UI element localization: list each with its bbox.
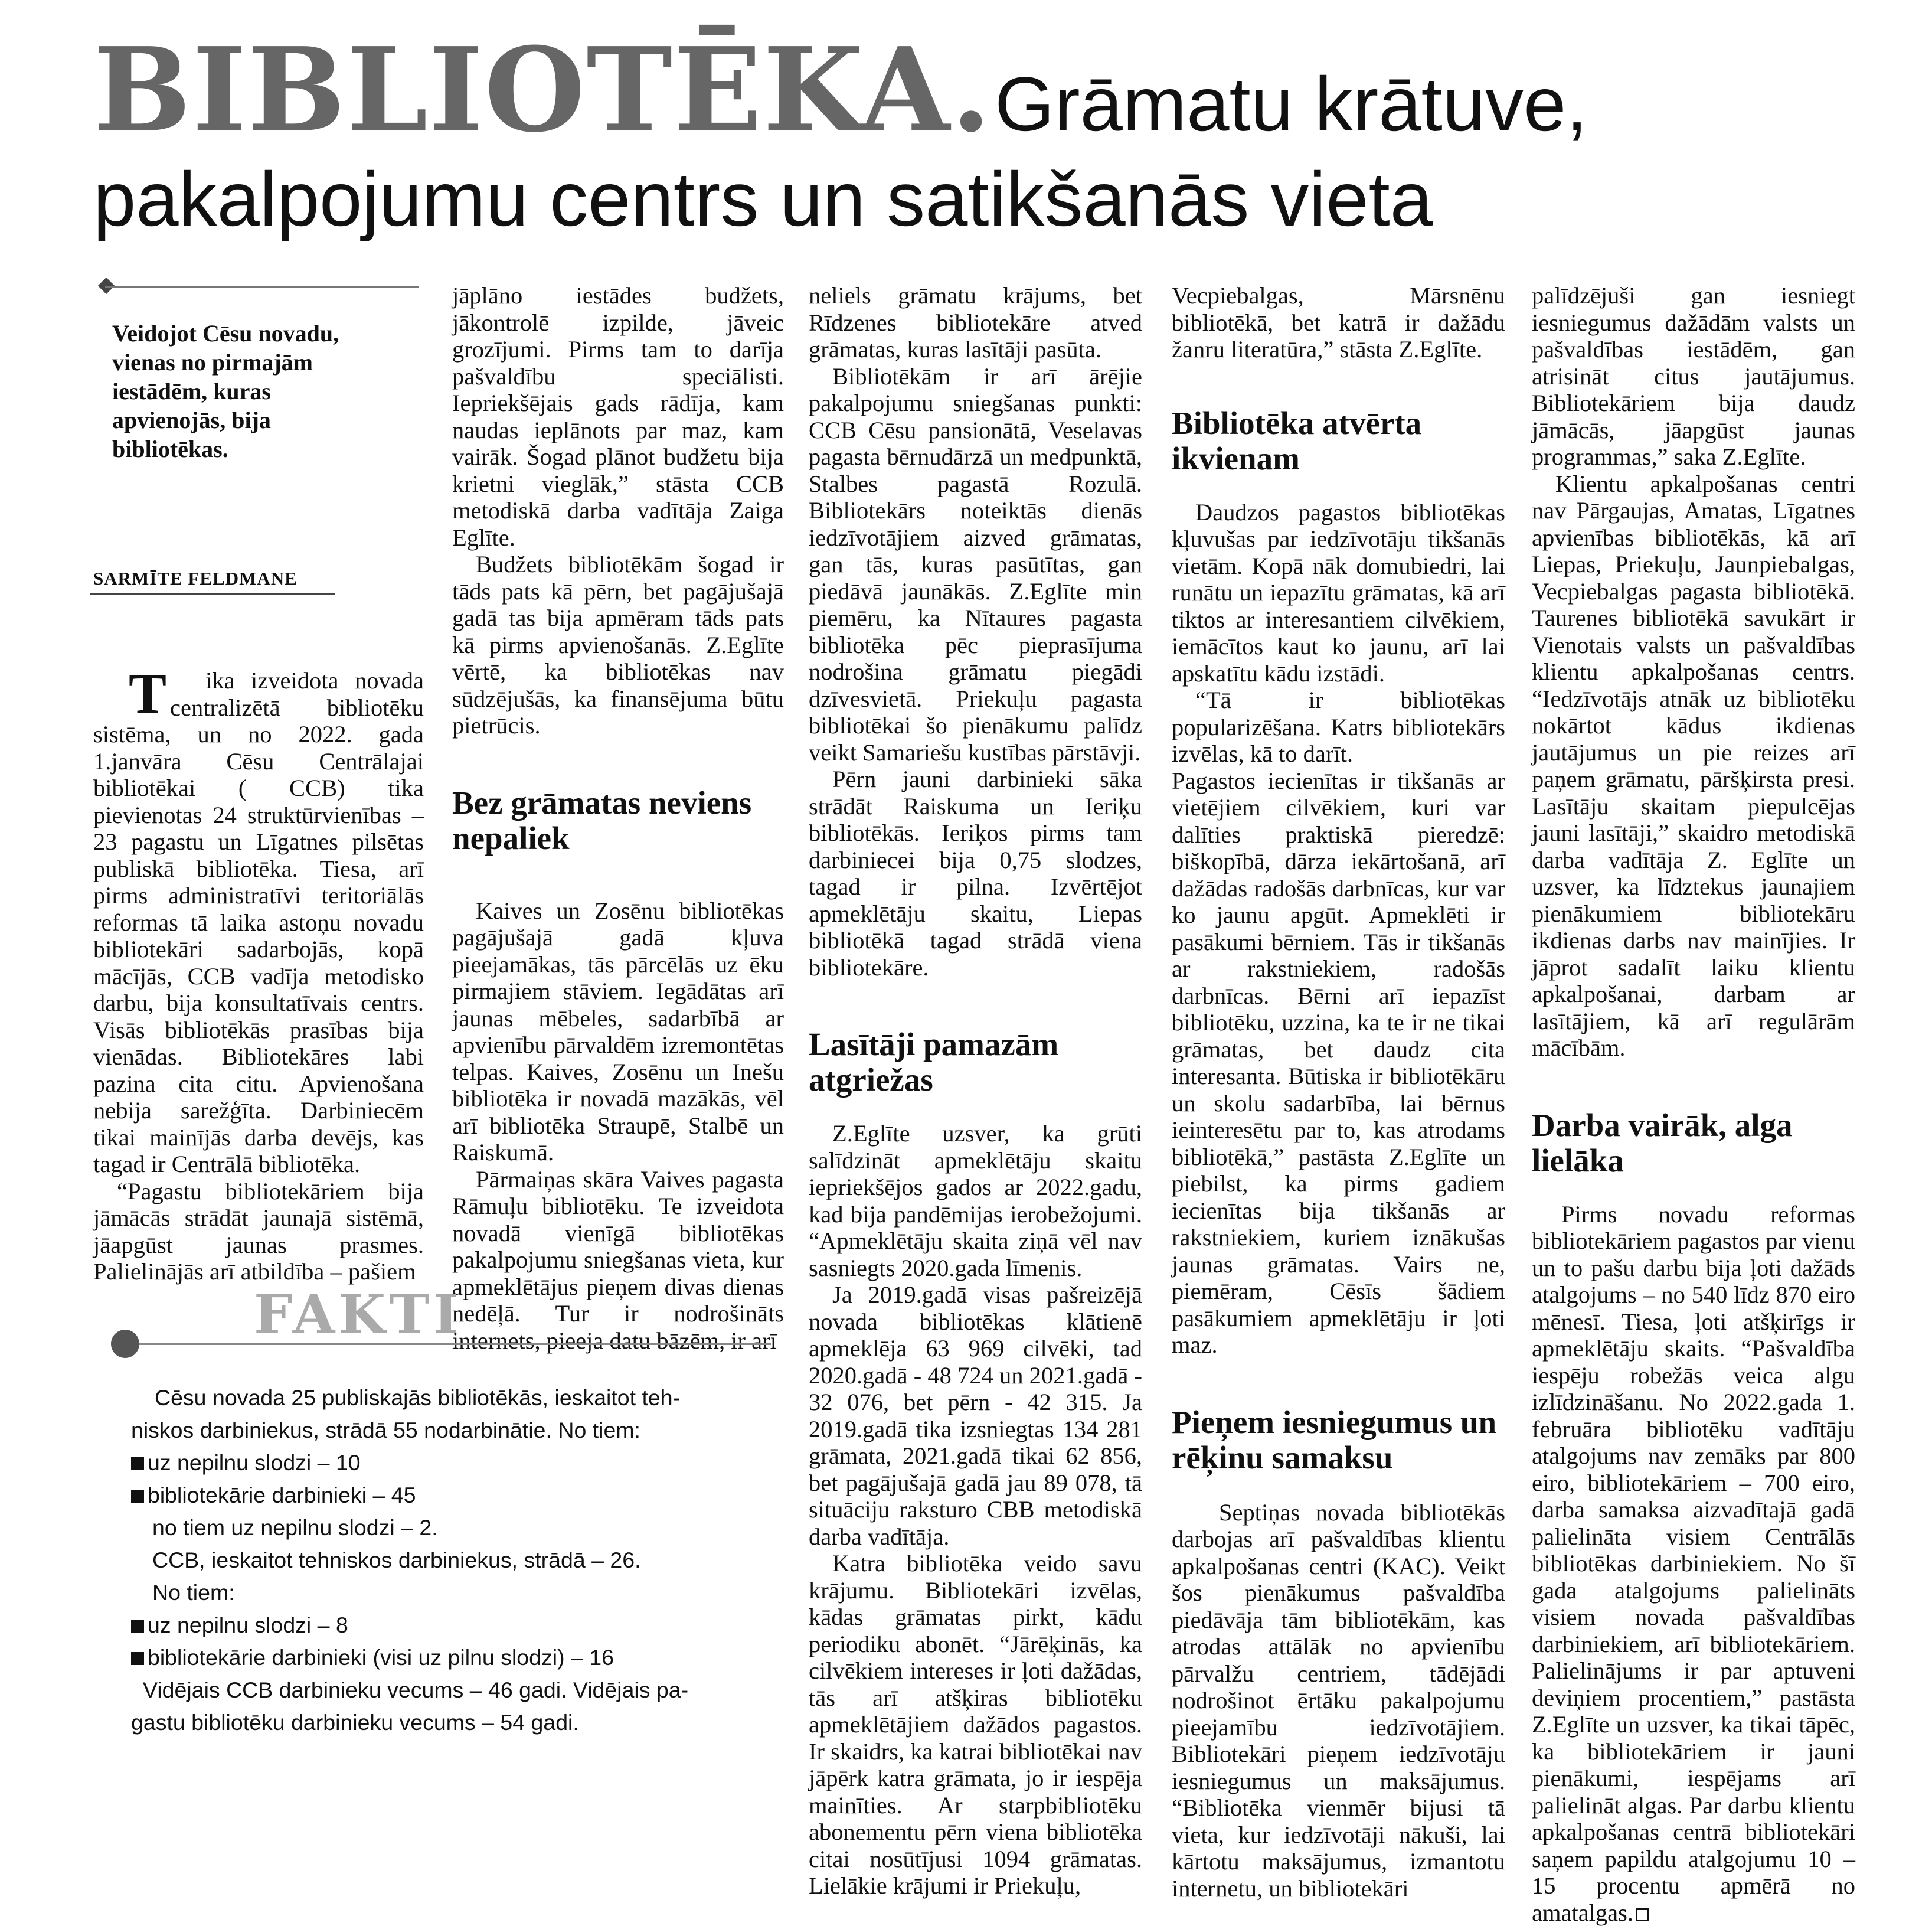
square-bullet-icon [131, 1490, 144, 1503]
paragraph: Budžets bibliotēkām šogad ir tāds pats kā pērn, bet pagājušajā gadā tas bija apmēram tāds pats kā pirms apvienošanās. Z.Eglīte vērtē, ka bibliotēkas nav sūdzējušās, ka finansējuma būtu pietrūcis. [452, 551, 784, 739]
paragraph: “Tā ir bibliotēkas popularizēšana. Katrs bibliotekārs izvēlas, kā to darīt. [1172, 687, 1505, 768]
facts-bullet [131, 1447, 780, 1479]
article-headline [93, 32, 1835, 240]
paragraph: Pērn jauni darbinieki sāka strādāt Raiskuma un Ieriķu bibliotēkās. Ieriķos pirms tam darbiniecei bija 0,75 slodzes, tagad ir pilna. Izvērtējot apmeklētāju skaitu, Liepas bibliotēkā tagad strādā viena bibliotekāre. [809, 766, 1142, 981]
lead-paragraph: Veidojot Cēsu novadu, vienas no pirmajām iestādēm, kuras apvienojās, bija bibliotēkas. [112, 319, 390, 463]
facts-bullet-text: uz nepilnu slodzi – 8 [148, 1612, 348, 1637]
square-bullet-icon [131, 1652, 144, 1665]
paragraph: Klientu apkalpošanas centri nav Pārgaujas, Amatas, Līgatnes apvienības bibliotēkās, kā arī Liepas, Priekuļu, Jaunpiebalgas, Vecpiebalgas pagasta bibliotēkā. Taurenes bibliotēkā savukārt ir Vienotais valsts un pašvaldības klientu apkalpošanas centrs. “Iedzīvotājs atnāk uz bibliotēku nokārtot kādus ikdienas jautājumus un pie reizes arī paņem grāmatu, pāršķirsta presi. Lasītāju skaitam piepulcējas jauni lasītāji,” skaidro metodiskā darba vadītāja Z. Eglīte un uzsver, ka līdztekus jaunajiem pienākumiem bibliotekāru ikdienas darbs nav mainījies. Ir jāprot sadalīt laiku klientu apkalpošanai, darbam ar lasītājiem, kā arī regulārām mācībām. [1532, 471, 1855, 1062]
paragraph [93, 667, 424, 1178]
headline-keyword: BIBLIOTĒKA. [93, 22, 992, 158]
paragraph: Pārmaiņas skāra Vaives pagasta Rāmuļu bibliotēku. Te izveidota novadā vienīgā bibliotēkas pakalpojumu sniegšanas vieta, kur apmeklētājus pieņem divas dienas nedēļā. Tur ir nodrošināts internets, pieeja datu bāzēm, ir arī [452, 1166, 784, 1354]
paragraph: Ja 2019.gadā visas pašreizējā novada bibliotēkas klātienē apmeklēja 63 969 cilvēki, tad 2020.gadā - 48 724 un 2021.gadā - 32 076, bet pērn - 42 315. Ja 2019.gadā tika izsniegtas 134 281 grāmata, 2021.gadā tikai 62 856, bet pagājušajā gadā jau 89 078, tā situāciju raksturo CBB metodiskā darba vadītāja. [809, 1281, 1142, 1550]
facts-divider [139, 1343, 771, 1345]
column-2 [452, 282, 784, 1354]
facts-line: gastu bibliotēku darbinieku vecums – 54 gadi. [131, 1706, 780, 1739]
subheading: Pieņem iesniegumus un rēķinu samaksu [1172, 1405, 1505, 1475]
paragraph: jāplāno iestādes budžets, jākontrolē izpilde, jāveic grozījumi. Pirms tam to darīja pašvaldību speciālisti. Iepriekšējais gads rādīja, kam naudas ieplānots par maz, kam vairāk. Šogad plānot budžetu bija krietni vieglāk,” stāsta CCB metodiskā darba vadītāja Zaiga Eglīte. [452, 282, 784, 551]
paragraph: palīdzējuši gan iesniegt iesniegumus dažādām valsts un pašvaldības iestādēm, gan atrisināt citus jautājumus. Bibliotekāriem bija daudz jāmācās, jāapgūst jaunas programmas,” saka Z.Eglīte. [1532, 282, 1855, 471]
facts-box [131, 1382, 780, 1739]
paragraph [1532, 1201, 1855, 1926]
square-bullet-icon [131, 1457, 144, 1470]
paragraph: Daudzos pagastos bibliotēkas kļuvušas par iedzīvotāju tikšanās vietām. Kopā nāk domubiedri, lai runātu un iepazītu grāmatas, kā arī tiktos ar interesantiem cilvēkiem, iemācītos kaut ko jaunu, arī lai apskatītu kādu izstādi. [1172, 499, 1505, 687]
paragraph: Vecpiebalgas, Mārsnēnu bibliotēkā, bet katrā ir dažādu žanru literatūra,” stāsta Z.Eglīte. [1172, 282, 1505, 363]
paragraph: Pagastos iecienītas ir tikšanās ar vietējiem cilvēkiem, kuri var dalīties praktiskā pieredzē: biškopībā, dārza iekārtošanā, arī dažādas radošās darbnīcas, kur var ko jaunu apgūt. Apmeklēti ir pasākumi bērniem. Tās ir tikšanās ar rakstniekiem, radošās darbnīcas. Bērni arī iepazīst bibliotēku, uzzina, ka te ir ne tikai grāmatas, bet daudz cita interesanta. Būtiska ir bibliotēkāru un skolu sadarbība, lai bērnus ieinteresētu par to, kas atrodams bibliotēkā,” pastāsta Z.Eglīte un piebilst, ka pirms gadiem iecienītas bija tikšanās ar rakstniekiem, kuriem iznākušas jaunas grāmatas. Vairs ne, piemēram, Cēsīs šādiem pasākumiem apmeklētāju ir ļoti maz. [1172, 768, 1505, 1359]
facts-bullet [131, 1479, 780, 1512]
column-5 [1532, 282, 1855, 1926]
facts-line: Vidējais CCB darbinieku vecums – 46 gadi. Vidējais pa- [131, 1674, 780, 1706]
paragraph-text: ika izveidota novada centralizētā bibliotēku sistēma, un no 2022. gada 1.janvāra Cēsu Centrālajai bibliotēkai ( CCB) tika pievienotas 24 struktūrvienības – 23 pagastu un Līgatnes pilsētas publiskā bibliotēka. Tiesa, arī pirms administratīvi teritoriālās reformas tā laika astoņu novadu bibliotekāri sadarbojās, kopā mācījās, CCB vadīja metodisko darbu, bija konsultatīvais centrs. Visās bibliotēkās prasības bija vienādas. Bibliotekāres labi pazina cita citu. Apvienošana nebija sarežģīta. Darbiniecēm tikai mainījās darba devējs, kas tagad ir Centrālā bibliotēka. [93, 667, 424, 1177]
facts-bullet-text: bibliotekārie darbinieki – 45 [148, 1483, 416, 1507]
subheading: Bez grāmatas neviens nepaliek [452, 785, 784, 856]
paragraph: “Pagastu bibliotekāriem bija jāmācās strādāt jaunajā sistēmā, jāapgūst jaunas prasmes. Palielinājās arī atbildība – pašiem [93, 1178, 424, 1285]
facts-title: FAKTI [254, 1287, 462, 1341]
column-4 [1172, 282, 1505, 1902]
byline-divider [90, 593, 335, 595]
paragraph: Kaives un Zosēnu bibliotēkas pagājušajā gadā kļuva pieejamākas, tās pārcēlās uz ēku pirmajiem stāviem. Iegādātas arī jaunas mēbeles, sadarbībā ar apvienību pārvaldēm izremontētas telpas. Kaives, Zosēnu un Inešu bibliotēka ir novadā mazākās, vēl arī bibliotēka Straupē, Stalbē un Raiskumā. [452, 897, 784, 1166]
bullet-dot-icon [111, 1330, 139, 1358]
lead-divider [105, 286, 419, 288]
facts-line: No tiem: [131, 1576, 780, 1609]
facts-bullet-text: uz nepilnu slodzi – 10 [148, 1450, 361, 1475]
paragraph: Bibliotēkām ir arī ārējie pakalpojumu sniegšanas punkti: CCB Cēsu pansionātā, Veselavas pagasta bērnudārzā un medpunktā, Stalbes pagastā Rozulā. Bibliotekārs noteiktās dienās iedzīvotājiem aizved grāmatas, gan tās, kuras pasūtītas, gan piedāvā jaunākās. Z.Eglīte min piemēru, ka Nītaures pagasta bibliotēka pēc pieprasījuma nodrošina grāmatu piegādi dzīvesvietā. Priekuļu pagasta bibliotēkai šo pienākumu palīdz veikt Samariešu kustības pārstāvji. [809, 363, 1142, 766]
paragraph-text: Pirms novadu reformas bibliotekāriem pagastos par vienu un to pašu darbu bija ļoti dažāds atalgojums – no 540 līdz 870 eiro mēnesī. Tiesa, ļoti atšķirīgs ir apmeklētāju skaits. “Pašvaldība iespēju robežās veica algu izlīdzināšanu. No 2022.gada 1. februāra bibliotēku vadītāju atalgojums nav zemāks par 800 eiro, bibliotekāriem – 700 eiro, darba samaksa aizvadītajā gadā palielināta visiem Centrālās bibliotēkas darbiniekiem. No šī gada atalgojums palielināts visiem novada pašvaldības darbiniekiem, arī bibliotekāriem. Palielinājums ir par aptuveni deviņiem procentiem,” pastāsta Z.Eglīte un uzsver, ka tikai tāpēc, ka bibliotekāriem ir jauni pienākumi, iespējams arī palielināt algas. Par darbu klientu apkalpošanas centrā bibliotekāri saņem papildu atalgojumu 10 –15 procentu apmērā no amatalgas. [1532, 1201, 1855, 1926]
headline-part2: pakalpojumu centrs un satikšanās vieta [93, 159, 1835, 240]
facts-bullet [131, 1641, 780, 1674]
square-bullet-icon [131, 1620, 144, 1633]
subheading: Lasītāji pamazām atgriežas [809, 1027, 1142, 1098]
facts-bullet [131, 1609, 780, 1641]
subheading: Darba vairāk, alga lielāka [1532, 1108, 1855, 1179]
paragraph: Katra bibliotēka veido savu krājumu. Bibliotekāri izvēlas, kādas grāmatas pirkt, kādu periodiku abonēt. “Jārēķinās, ka cilvēkiem intereses ir ļoti dažādas, tās arī atšķiras bibliotēku apmeklētājiem dažādos pagastos. Ir skaidrs, ka katrai bibliotēkai nav jāpērk katra grāmata, jo ir iespēja mainīties. Ar starpbibliotēku abonementu pērn viena bibliotēka citai nosūtījusi 1094 grāmatas. Lielākie krājumi ir Priekuļu, [809, 1550, 1142, 1899]
diamond-ornament-icon [98, 278, 115, 294]
column-3 [809, 282, 1142, 1899]
facts-line: CCB, ieskaitot tehniskos darbiniekus, strādā – 26. [131, 1544, 780, 1576]
end-mark-icon [1636, 1908, 1649, 1921]
author-byline: SARMĪTE FELDMANE [93, 568, 298, 589]
paragraph: neliels grāmatu krājums, bet Rīdzenes bibliotekāre atved grāmatas, kuras lasītāji pasūta. [809, 282, 1142, 363]
drop-cap: T [93, 671, 166, 717]
facts-line: no tiem uz nepilnu slodzi – 2. [131, 1512, 780, 1544]
paragraph: Z.Eglīte uzsver, ka grūti salīdzināt apmeklētāju skaitu iepriekšējos gados ar 2022.gadu, kad bija pandēmijas ierobežojumi. “Apmeklētāju skaita ziņā vēl nav sasniegts 2020.gada līmenis. [809, 1120, 1142, 1281]
subheading: Bibliotēka atvērta ikvienam [1172, 406, 1505, 476]
facts-bullet-text: bibliotekārie darbinieki (visi uz pilnu slodzi) – 16 [148, 1645, 614, 1670]
paragraph: Septiņas novada bibliotēkās darbojas arī pašvaldības klientu apkalpošanas centri (KAC). Veikt šos pienākumus pašvaldība piedāvāja tām bibliotēkām, kas atrodas attālāk no apvienību pārvalžu centriem, tādējādi nodrošinot ērtāku pakalpojumu pieejamību iedzīvotājiem. Bibliotekāri pieņem iedzīvotāju iesniegumus un maksājumus. “Bibliotēka vienmēr bijusi tā vieta, kur iedzīvotāji nākuši, lai kārtotu maksājumus, izmantotu internetu, un bibliotekāri [1172, 1499, 1505, 1902]
headline-part1: Grāmatu krātuve, [995, 61, 1587, 147]
column-1 [93, 667, 424, 1285]
facts-line: niskos darbiniekus, strādā 55 nodarbinātie. No tiem: [131, 1414, 780, 1447]
facts-line: Cēsu novada 25 publiskajās bibliotēkās, ieskaitot teh- [131, 1382, 780, 1414]
